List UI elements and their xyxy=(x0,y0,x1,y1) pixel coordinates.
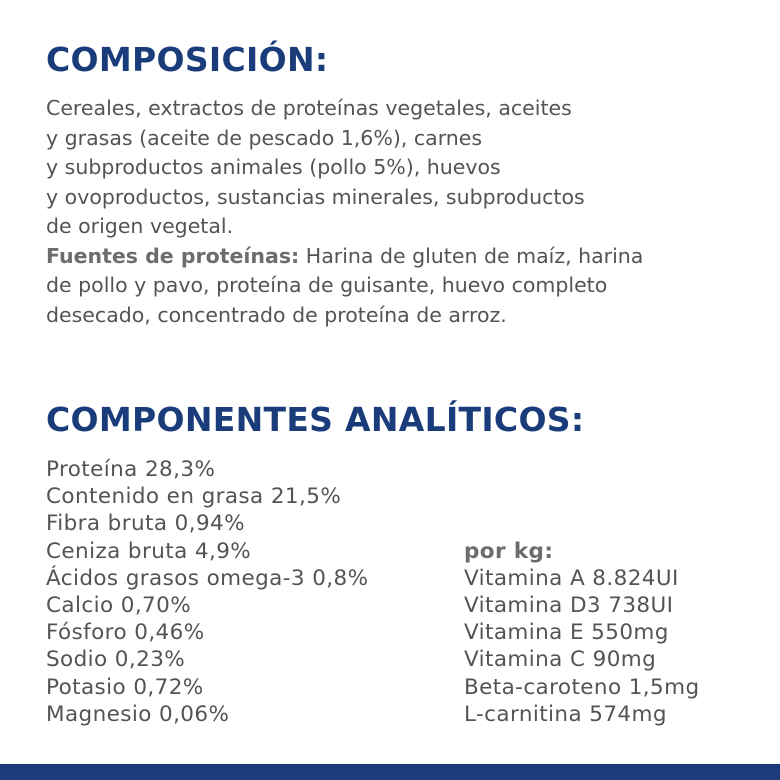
vitamin-item: Vitamina A 8.824UI xyxy=(464,565,679,591)
analytic-item: Magnesio 0,06% xyxy=(46,701,230,727)
composicion-paragraph xyxy=(46,94,746,330)
spacer-row xyxy=(464,483,700,510)
vitamins-list xyxy=(464,456,700,728)
analytic-item: Calcio 0,70% xyxy=(46,593,192,619)
analytic-item: Ceniza bruta 4,9% xyxy=(46,538,252,564)
componentes-heading: COMPONENTES ANALÍTICOS: xyxy=(46,400,585,439)
analytic-item: Fósforo 0,46% xyxy=(46,620,205,646)
composicion-heading: COMPOSICIÓN: xyxy=(46,40,329,79)
bottom-bar xyxy=(0,764,780,780)
proteins-text: Harina de gluten de maíz, harina xyxy=(299,243,644,268)
analytic-item: Sodio 0,23% xyxy=(46,647,186,673)
per-kg-label: por kg: xyxy=(464,538,554,564)
analytic-item: Proteína 28,3% xyxy=(46,457,216,482)
vitamin-item: Vitamina C 90mg xyxy=(464,647,657,673)
composicion-line: y ovoproductos, sustancias minerales, subproductos xyxy=(46,184,585,209)
vitamin-item: Beta-caroteno 1,5mg xyxy=(464,674,700,700)
analytics-list xyxy=(46,456,368,728)
proteins-line: de pollo y pavo, proteína de guisante, huevo completo xyxy=(46,273,608,297)
composicion-line: y grasas (aceite de pescado 1,6%), carnes xyxy=(46,125,483,150)
vitamin-item: Vitamina E 550mg xyxy=(464,620,669,646)
composicion-line: Cereales, extractos de proteínas vegetales, aceites xyxy=(46,96,572,120)
proteins-line: desecado, concentrado de proteína de arroz. xyxy=(46,302,507,327)
composicion-line: de origen vegetal. xyxy=(46,214,234,238)
composicion-line: y subproductos animales (pollo 5%), huevos xyxy=(46,155,501,179)
proteins-label: Fuentes de proteínas: xyxy=(46,243,300,268)
analytic-item: Contenido en grasa 21,5% xyxy=(46,484,342,510)
analytic-item: Ácidos grasos omega-3 0,8% xyxy=(46,565,369,591)
analytic-item: Potasio 0,72% xyxy=(46,674,204,700)
proteins-line xyxy=(46,242,746,272)
vitamin-item: L-carnitina 574mg xyxy=(464,701,667,727)
analytic-item: Fibra bruta 0,94% xyxy=(46,511,245,537)
vitamin-item: Vitamina D3 738UI xyxy=(464,593,674,619)
spacer-row xyxy=(464,510,700,537)
spacer-row xyxy=(464,456,700,483)
